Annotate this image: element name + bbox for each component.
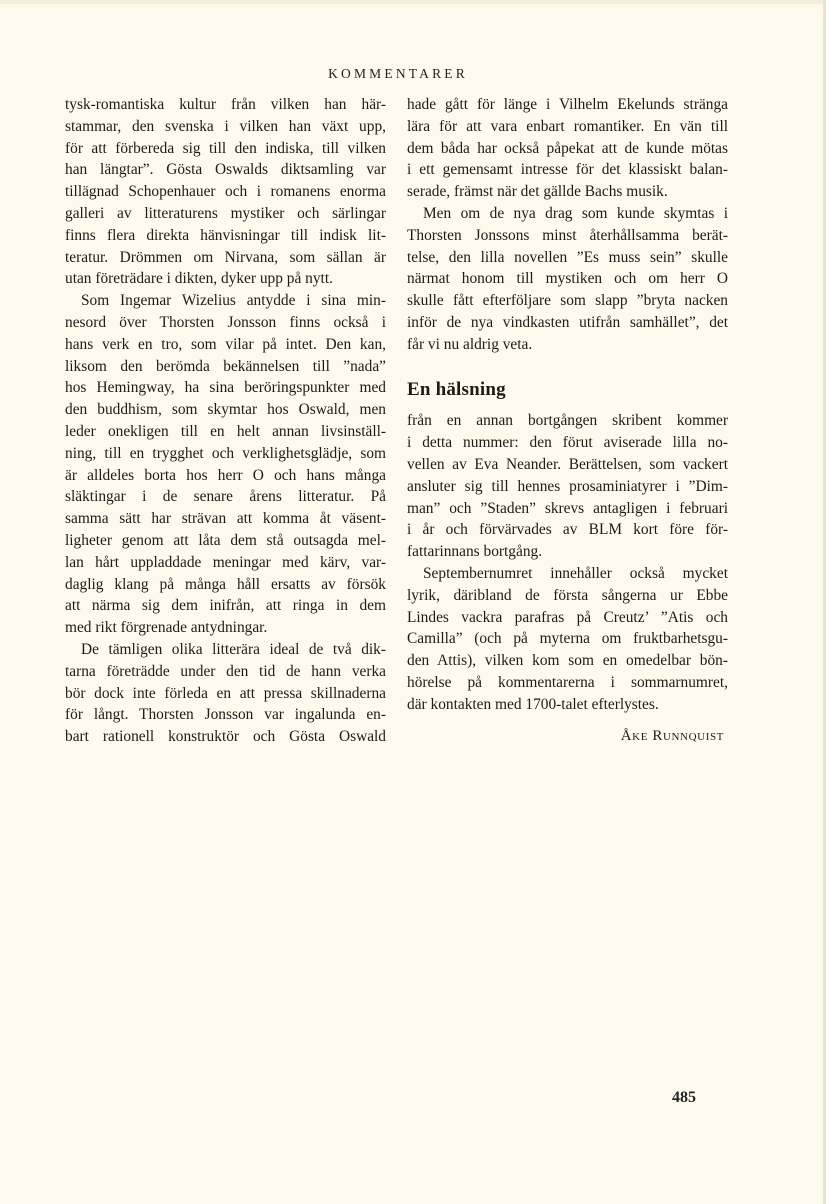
paragraph [407,563,728,716]
text-line: i år och förvärvades av BLM kort före för- [407,521,728,539]
text-line: Septembernumret innehåller också mycket [423,564,728,582]
text-line: släktingar i de senare årens litteratur. På [65,488,386,506]
paragraph [65,94,386,290]
text-line: De tämligen olika litterära ideal de två dik- [81,640,386,658]
paragraph [407,410,728,563]
text-line: för att förbereda sig till den indiska, till vilken [65,139,386,157]
text-line: samma sätt har strävan att komma åt väsent- [65,510,386,528]
text-line: tysk-romantiska kultur från vilken han här- [65,96,386,113]
text-line: telse, den lilla novellen ”Es muss sein” skulle [407,248,728,266]
text-line: får vi nu aldrig veta. [407,335,533,353]
text-line: lan hårt uppladdade meningar med kärv, var- [65,553,386,571]
text-line: bart rationell konstruktör och Gösta Oswald [65,728,386,746]
text-line: inför de nya vindkasten utifrån samhället”, det [407,313,728,331]
text-line: han längtar”. Gösta Oswalds diktsamling var [65,161,386,179]
text-line: fattarinnans bortgång. [407,543,543,561]
text-line: hörelse på kommentarerna i sommarnumret, [407,673,728,691]
text-line: från en annan bortgången skribent kommer [407,412,728,430]
text-line: Som Ingemar Wizelius antydde i sina min- [81,292,386,310]
text-line: vellen av Eva Neander. Berättelsen, som vackert [407,455,728,473]
text-line: teratur. Drömmen om Nirvana, som sällan är [65,248,386,266]
text-line: lära för att vara enbart romantiker. En vän till [407,117,728,135]
text-line: liksom den berömda bekännelsen till ”nada” [65,357,386,375]
paragraph [65,639,386,748]
text-line: hos Hemingway, ha sina beröringspunkter med [65,379,386,397]
paragraph [407,94,728,203]
text-line: daglig klang på många håll ersatts av försök [65,575,386,593]
text-line: Men om de nya drag som kunde skymtas i [423,204,728,222]
text-line: ansluter sig till hennes prosaminiatyrer i ”Dim- [407,477,728,495]
text-line: är alldeles borta hos herr O och hans många [65,466,386,484]
author-name: Åke Runnquist [620,727,724,744]
section-heading: En hälsning [407,378,506,400]
text-line: för långt. Thorsten Jonsson var ingalunda en- [65,706,386,724]
text-line: hans verk en tro, som vilar på intet. Den kan, [65,335,386,353]
running-head: KOMMENTARER [328,66,468,81]
page-number: 485 [672,1089,696,1106]
text-line: att närma sig dem inifrån, att ringa in dem [65,597,386,615]
text-line: Camilla” (och på myterna om fruktbarhetsgu- [407,630,728,648]
text-line: Lindes vackra parafras på Creutz’ ”Atis och [407,608,728,626]
text-line: den buddhism, som skymtar hos Oswald, men [65,401,386,419]
text-line: där kontakten med 1700-talet efterlystes. [407,695,659,713]
text-line: ligheter genom att låta dem stå outsagda mel- [65,531,386,549]
paragraph [407,203,728,356]
text-line: serade, främst när det gällde Bachs musik. [407,183,668,201]
text-line: utan företrädare i dikten, dyker upp på nytt. [65,270,333,288]
text-line: finns flera direkta hänvisningar till indisk lit- [65,226,386,244]
text-line: hade gått för länge i Vilhelm Ekelunds stränga [407,96,728,113]
text-line: den Attis), vilken kom som en omedelbar bön- [407,652,728,670]
paragraph [65,290,386,639]
text-line: bör dock inte förleda en att pressa skillnaderna [65,684,386,702]
text-line: skulle fått efterföljare som slapp ”bryta nacken [407,292,728,310]
text-line: Thorsten Jonssons minst återhållsamma berät- [407,226,728,244]
text-line: dem båda har också påpekat att de kunde mötas [407,139,728,157]
text-line: lyrik, däribland de första sångerna ur Ebbe [407,586,728,604]
text-line: tarna företrädde under den tid de hann verka [65,662,386,680]
text-line: nesord över Thorsten Jonsson finns också i [65,313,386,331]
text-line: man” och ”Staden” skrevs antagligen i februari [407,499,728,517]
text-line: leder onekligen till en helt annan livsinställ- [65,422,386,440]
right-column [407,94,728,747]
text-line: i detta nummer: den förut aviserade lilla no- [407,434,728,452]
text-line: tillägnad Schopenhauer och i romanens enorma [65,183,386,201]
text-line: med rikt förgrenade antydningar. [65,619,268,637]
author-signature [407,726,728,748]
text-line: i ett gemensamt intresse för det klassiskt balan- [407,161,728,179]
text-line: stammar, den svenska i vilken han växt upp, [65,117,386,135]
left-column [65,94,386,748]
page-edge-top [0,0,826,4]
text-line: närmat honom till mystiken och om herr O [407,270,728,288]
text-line: galleri av litteraturens mystiker och särlingar [65,204,386,222]
text-line: ning, till en trygghet och verklighetsglädje, som [65,444,386,462]
